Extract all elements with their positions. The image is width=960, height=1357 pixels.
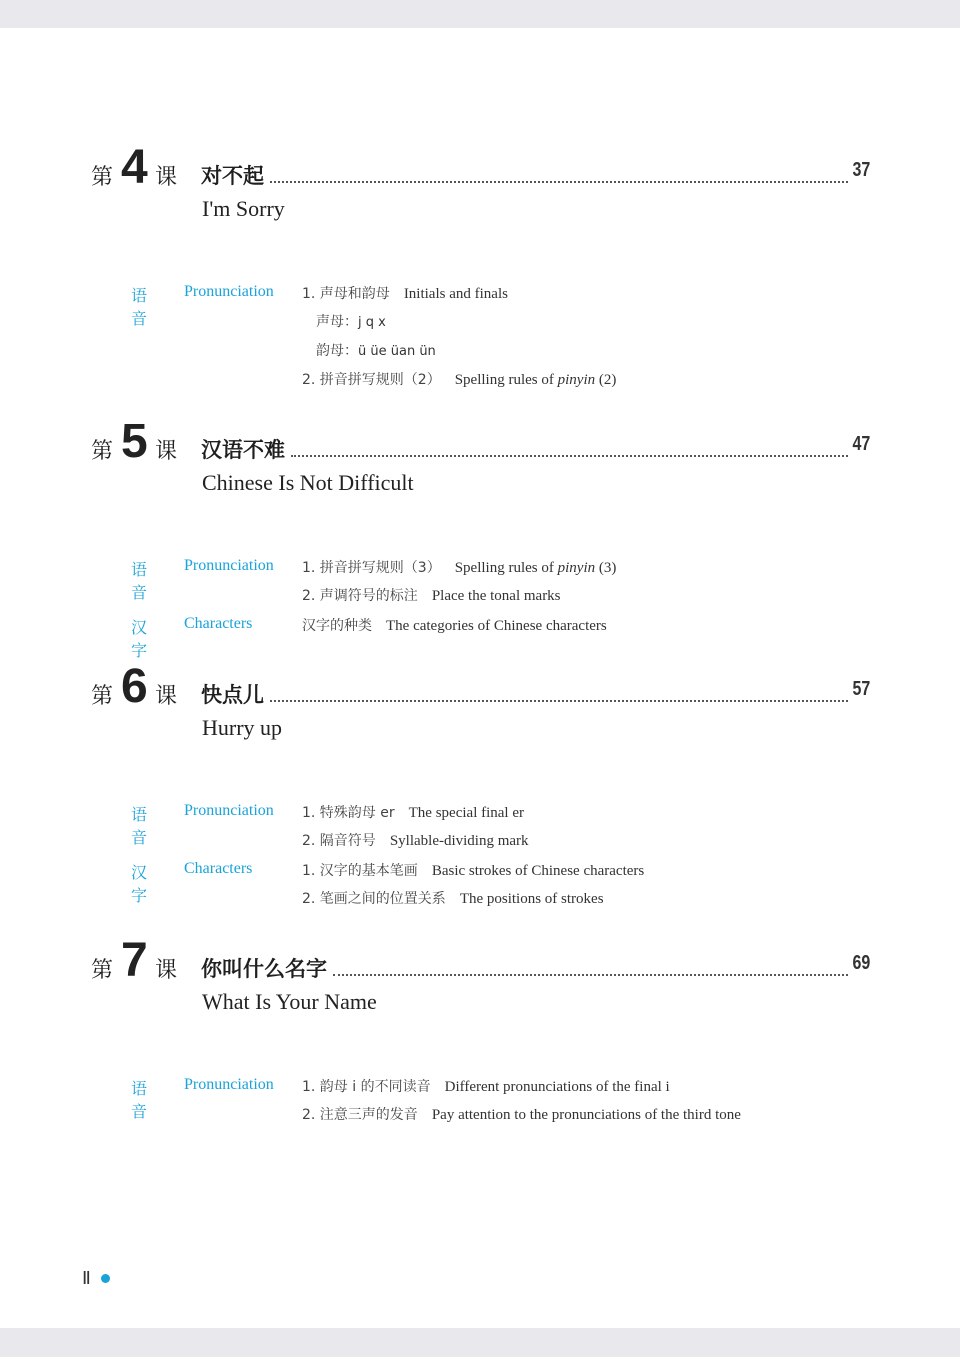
leader-dots xyxy=(333,956,848,976)
topic-zh: 2. 隔音符号 xyxy=(302,833,376,849)
topic-zh: 2. 拼音拼写规则（2） xyxy=(302,372,441,388)
topic-zh: 1. 特殊韵母 er xyxy=(302,805,395,821)
lesson-number: 7 xyxy=(121,934,148,987)
topic-item xyxy=(302,860,644,880)
topic-item xyxy=(302,830,529,850)
category-en: Pronunciation xyxy=(184,283,274,300)
category-en: Pronunciation xyxy=(184,557,274,574)
topic-item xyxy=(302,615,607,635)
lesson-number: 5 xyxy=(121,415,148,468)
topic-zh: 1. 汉字的基本笔画 xyxy=(302,863,418,879)
topic-item xyxy=(302,369,616,389)
topic-item xyxy=(302,1076,670,1096)
lesson-prefix: 第 xyxy=(91,439,114,464)
topic-item xyxy=(302,888,604,908)
topic-en: j q x xyxy=(358,315,386,330)
lesson-heading[interactable] xyxy=(0,934,960,991)
lesson-prefix: 第 xyxy=(91,958,114,983)
topic-item xyxy=(302,802,524,822)
topic-en: The categories of Chinese characters xyxy=(386,618,607,634)
leader-dots xyxy=(270,163,848,183)
category-zh: 语音 xyxy=(131,1079,148,1121)
lesson-number: 4 xyxy=(121,141,148,194)
topic-en: The special final er xyxy=(408,805,524,821)
lesson-title-en: What Is Your Name xyxy=(202,989,377,1014)
topic-zh: 汉字的种类 xyxy=(302,618,372,634)
category-en: Pronunciation xyxy=(184,802,274,819)
lesson-heading[interactable] xyxy=(0,141,960,198)
topic-zh: 声母： xyxy=(316,314,358,330)
footer-page-label: Ⅱ xyxy=(82,1268,91,1288)
topic-en: Different pronunciations of the final i xyxy=(444,1079,670,1095)
lesson-suffix: 课 xyxy=(155,684,178,709)
page-number: 37 xyxy=(852,159,870,181)
lesson-suffix: 课 xyxy=(155,165,178,190)
lesson-prefix: 第 xyxy=(91,684,114,709)
page-number: 57 xyxy=(852,678,870,700)
lesson-title-en: Chinese Is Not Difficult xyxy=(202,470,414,495)
page-number: 69 xyxy=(852,952,870,974)
lesson-number: 6 xyxy=(121,660,148,713)
topic-item xyxy=(316,311,386,331)
topic-en: The positions of strokes xyxy=(459,891,604,907)
lesson-title-zh: 你叫什么名字 xyxy=(201,953,327,983)
lesson-title-zh: 汉语不难 xyxy=(201,434,285,464)
category-zh: 汉字 xyxy=(131,618,148,660)
topic-en: Place the tonal marks xyxy=(431,588,561,604)
lesson-suffix: 课 xyxy=(155,958,178,983)
lesson-title-zh: 对不起 xyxy=(201,160,264,190)
category-en: Pronunciation xyxy=(184,1076,274,1093)
topic-zh: 1. 声母和韵母 xyxy=(302,286,390,302)
lesson-title-zh: 快点儿 xyxy=(201,679,264,709)
category-en: Characters xyxy=(184,860,253,877)
leader-dots xyxy=(291,437,848,457)
category-en: Characters xyxy=(184,615,253,632)
topic-en: Spelling rules of pinyin (3) xyxy=(454,560,617,576)
page-number: 47 xyxy=(852,433,870,455)
topic-zh: 2. 声调符号的标注 xyxy=(302,588,418,604)
topic-en: Syllable-dividing mark xyxy=(389,833,529,849)
category-zh: 汉字 xyxy=(131,863,148,905)
topic-item xyxy=(302,1104,741,1124)
topic-zh: 2. 笔画之间的位置关系 xyxy=(302,891,446,907)
lesson-heading[interactable] xyxy=(0,660,960,717)
topic-item xyxy=(302,585,561,605)
lesson-heading[interactable] xyxy=(0,415,960,472)
category-zh: 语音 xyxy=(131,286,148,328)
topic-en: Spelling rules of pinyin (2) xyxy=(454,372,617,388)
lesson-prefix: 第 xyxy=(91,165,114,190)
category-zh: 语音 xyxy=(131,560,148,602)
topic-en: ü üe üan ün xyxy=(358,344,436,359)
topic-item xyxy=(302,283,508,303)
topic-zh: 1. 拼音拼写规则（3） xyxy=(302,560,441,576)
leader-dots xyxy=(270,682,848,702)
topic-zh: 韵母： xyxy=(316,343,358,359)
topic-en: Initials and finals xyxy=(403,286,508,302)
footer-dot-icon xyxy=(101,1274,110,1283)
topic-item xyxy=(316,340,436,360)
page xyxy=(0,28,960,1328)
lesson-title-en: Hurry up xyxy=(202,715,283,740)
topic-item xyxy=(302,557,616,577)
topic-zh: 2. 注意三声的发音 xyxy=(302,1107,418,1123)
topic-en: Pay attention to the pronunciations of the third tone xyxy=(431,1107,741,1123)
topic-en: Basic strokes of Chinese characters xyxy=(431,863,645,879)
lesson-title-en: I'm Sorry xyxy=(202,196,285,221)
topic-zh: 1. 韵母 i 的不同读音 xyxy=(302,1079,431,1095)
lesson-suffix: 课 xyxy=(155,439,178,464)
category-zh: 语音 xyxy=(131,805,148,847)
